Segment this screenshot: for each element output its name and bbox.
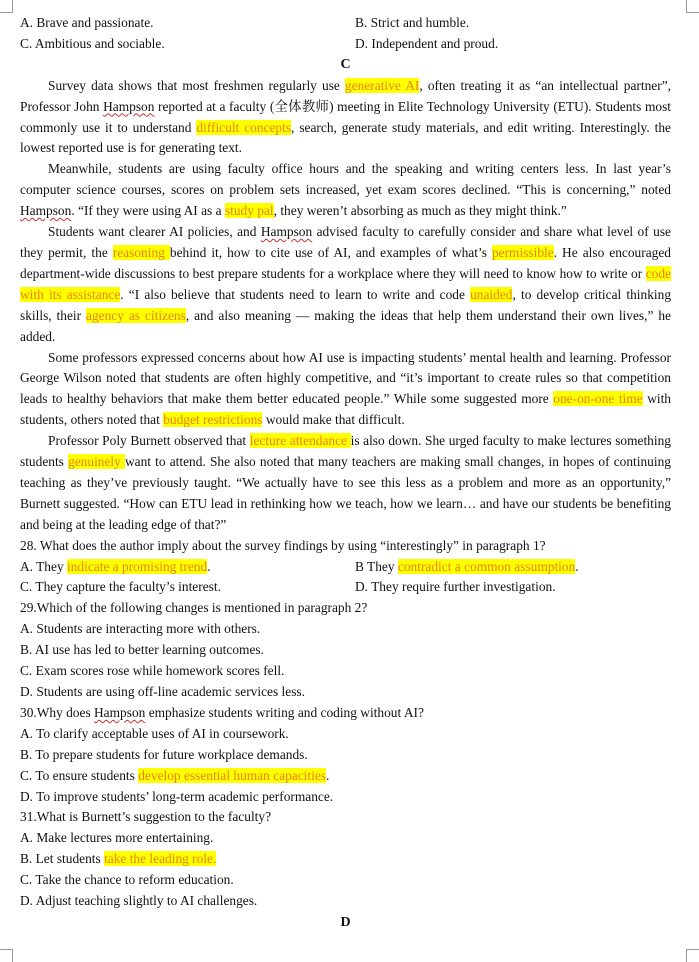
option-c: C. They capture the faculty’s interest. [20,579,221,595]
highlight: develop essential human capacities [138,767,326,783]
text: reported at a faculty (全体教师) meeting in Elite Technology University (ETU). Students most commonly use it to understand [20,98,671,135]
text: , often treating it as “an intellectual partner”, Professor John [20,77,671,114]
highlight: permissible [491,244,554,260]
name-hampson: Hampson [94,704,146,720]
question-stem [20,703,671,724]
option-d: D. Students are using off-line academic services less. [20,684,305,699]
question-31 [20,807,671,912]
question-28 [20,536,671,599]
text: . [326,767,330,783]
text: Students want clearer AI policies, and [48,224,261,240]
question-29 [20,598,671,703]
text: . He also encouraged department-wide discussions to best prepare students for a workplace where they will need to know how to write or [20,244,671,281]
text: is also down. She urged faculty to make lectures something students [20,433,671,470]
highlight: code with its assistance [20,265,671,302]
option-c: C. Ambitious and sociable. [20,35,165,51]
text: . “I also believe that students need to learn to write and code [120,286,471,302]
text: emphasize students writing and coding without AI? [145,704,424,720]
passage-paragraph-3 [20,222,671,347]
text: A. They [20,558,67,574]
text: , to develop critical thinking skills, their [20,286,672,323]
option-d: D. Independent and proud. [355,35,499,51]
highlight: reasoning [112,244,170,260]
text: . “If they were using AI as a [71,203,225,219]
corner-mark-bottom-right [686,949,699,962]
option-a: A. Make lectures more entertaining. [20,830,214,846]
text: B They [355,558,398,574]
text: . [207,558,211,574]
text: . [575,558,579,574]
name-hampson: Hampson [20,203,72,219]
text: advised faculty to carefully consider and share what level of use they permit, the [20,224,671,260]
option-d: D. They require further investigation. [355,579,556,595]
text: Professor Poly Burnett observed that [48,433,250,449]
option-d: D. To improve students’ long-term academic performance. [20,788,334,804]
highlight: unaided [470,286,513,302]
highlight: agency as citizens [86,307,186,323]
text: behind it, how to cite use of AI, and examples of what’s [169,244,492,260]
highlight: budget restrictions [163,412,263,428]
highlight: genuinely [68,454,125,470]
text: C. To ensure students [20,767,139,783]
passage-paragraph-5 [20,431,671,536]
highlight: study pal [224,203,274,219]
text: Survey data shows that most freshmen regularly use [48,77,346,93]
text: , and also meaning — making the ideas that help them understand their own lives,” he added. [20,307,671,344]
section-heading-c: C [340,56,351,72]
text: want to attend. She also noted that many teachers are making small changes, in hopes of continuing teaching as they’ve previously taught. “We actually have to see this less as a problem and more as an opportunity,” Burnett suggested. “How can ETU lead in rethinking how we teach, how we learn… and have our students be benefiting and being at the leading edge of that?” [20,454,671,532]
highlight: one-on-one time [553,391,643,407]
document-page [20,13,671,934]
question-stem: 28. What does the author imply about the survey findings by using “interestingly” in paragraph 1? [20,537,546,553]
highlight: generative AI [345,77,420,93]
option-a: A. Students are interacting more with others. [20,621,261,637]
passage-paragraph-2 [20,159,671,222]
highlight: take the leading role. [104,851,217,867]
text: would make that difficult. [262,412,405,428]
option-b [355,557,671,578]
highlight: indicate a promising trend [67,558,208,574]
text: Meanwhile, students are using faculty office hours and the speaking and writing centers less. In last year’s computer science courses, scores on problem sets increased, yet exam scores declined. “This is concerning,” noted [20,161,671,198]
option-c [20,766,671,787]
corner-mark-top-right [686,0,699,13]
option-b [20,849,671,870]
question-options [20,557,671,599]
question-30 [20,703,671,808]
text: Some professors expressed concerns about how AI use is impacting students’ mental health and learning. Professor George Wilson noted that students are often highly competitive, and “it’s important to create rules so that competition leads to healthy behaviors that make them better educated people.” While some suggested more [20,349,671,407]
option-b: B. Strict and humble. [355,15,470,30]
option-c: C. Exam scores rose while homework scores fell. [20,663,285,679]
option-a [20,557,355,578]
option-a: A. To clarify acceptable uses of AI in coursework. [20,725,289,741]
text: , they weren’t absorbing as much as they might think.” [273,203,567,219]
text: , search, generate study materials, and edit writing. Interestingly. the lowest reported use is for generating text. [20,119,672,156]
passage-paragraph-1 [20,76,671,160]
option-d: D. Adjust teaching slightly to AI challenges. [20,893,258,909]
option-b: B. AI use has led to better learning outcomes. [20,642,264,658]
question-stem: 31.What is Burnett’s suggestion to the faculty? [20,809,272,825]
highlight: lecture attendance [249,433,351,449]
highlight: contradict a common assumption [397,558,576,574]
option-c: C. Take the chance to reform education. [20,872,234,888]
previous-question-options [20,13,671,55]
text: 30.Why does [20,704,95,720]
question-stem: 29.Which of the following changes is mentioned in paragraph 2? [20,600,368,616]
corner-mark-top-left [0,0,13,13]
option-b: B. To prepare students for future workplace demands. [20,746,308,762]
passage-paragraph-4 [20,348,671,432]
text: with students, others noted that [20,391,671,428]
section-heading-d: D [340,914,351,930]
name-hampson: Hampson [260,224,313,240]
option-a: A. Brave and passionate. [20,15,154,30]
text: B. Let students [20,851,105,867]
highlight: difficult concepts [196,119,292,135]
name-hampson: Hampson [103,98,155,114]
corner-mark-bottom-left [0,949,13,962]
